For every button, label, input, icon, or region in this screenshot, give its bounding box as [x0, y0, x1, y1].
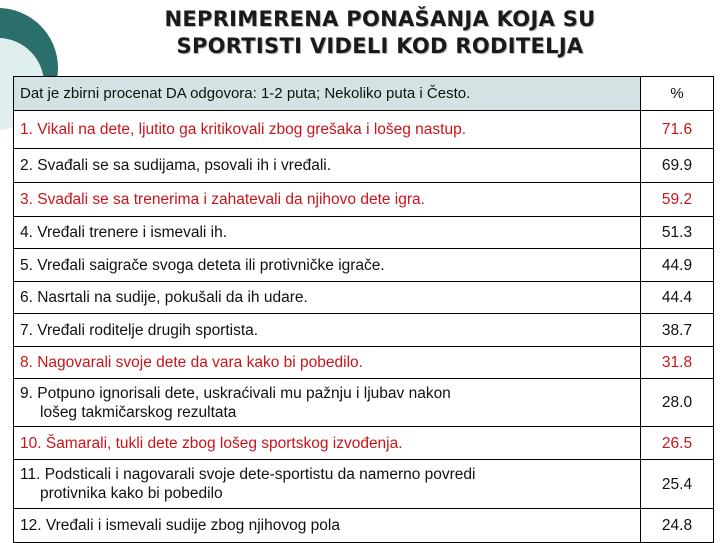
row-label: [14, 427, 641, 460]
row-label-line: 6. Nasrtali na sudije, pokušali da ih udare.: [20, 289, 308, 306]
row-label-line: 1. Vikali na dete, ljutito ga kritikovali zbog grešaka i lošeg nastup.: [20, 121, 467, 138]
row-label: [14, 111, 641, 149]
table-row: [14, 282, 714, 314]
row-label-line: 2. Svađali se sa sudijama, psovali ih i vređali.: [20, 157, 332, 174]
row-percent-value: 38.7: [641, 314, 714, 347]
row-label-line: 10. Šamarali, tukli dete zbog lošeg sportskog izvođenja.: [20, 434, 403, 452]
row-label-line: 9. Potpuno ignorisali dete, uskraćivali mu pažnju i ljubav nakon: [20, 384, 451, 402]
row-percent-value: 25.4: [641, 460, 714, 509]
row-label-line: 4. Vređali trenere i ismevali ih.: [20, 224, 228, 241]
row-label: [14, 347, 641, 379]
table-row: [14, 249, 714, 282]
row-label-line: 7. Vređali roditelje drugih sportista.: [20, 321, 259, 339]
row-label-continuation: protivnika kako bi pobedilo: [40, 485, 223, 502]
table-row: [14, 509, 714, 543]
row-label: [14, 460, 641, 509]
row-label-line: 5. Vređali saigrače svoga deteta ili protivničke igrače.: [20, 256, 385, 274]
row-label: [14, 314, 641, 347]
row-percent-value: 69.9: [641, 149, 714, 183]
table-row: [14, 111, 714, 149]
row-label: [14, 249, 641, 282]
row-percent-value: 44.9: [641, 249, 714, 282]
header-description: Dat je zbirni procenat DA odgovora: 1-2 puta; Nekoliko puta i Često.: [14, 77, 641, 111]
row-label-line: 11. Podsticali i nagovarali svoje dete-sportistu da namerno povredi: [20, 466, 476, 483]
row-percent-value: 26.5: [641, 427, 714, 460]
row-label-continuation: lošeg takmičarskog rezultata: [40, 403, 237, 421]
table-row: [14, 149, 714, 183]
row-label: [14, 282, 641, 314]
title-line-1: NEPRIMERENA PONAŠANJA KOJA SU: [164, 7, 596, 31]
row-percent-value: 31.8: [641, 347, 714, 379]
table-header-row: [14, 77, 714, 111]
row-percent-value: 44.4: [641, 282, 714, 314]
row-label: [14, 379, 641, 427]
row-label: [14, 217, 641, 249]
table-row: [14, 217, 714, 249]
row-label: [14, 149, 641, 183]
title-line-2: SPORTISTI VIDELI KOD RODITELJA: [176, 34, 584, 58]
results-table: [13, 76, 714, 543]
page-title: [60, 6, 700, 60]
table-row: [14, 183, 714, 217]
table-row: [14, 314, 714, 347]
row-percent-value: 24.8: [641, 509, 714, 543]
row-label-line: 8. Nagovarali svoje dete da vara kako bi pobedilo.: [20, 354, 363, 371]
row-label: [14, 509, 641, 543]
row-label-line: 12. Vređali i ismevali sudije zbog njihovog pola: [20, 517, 340, 534]
row-percent-value: 51.3: [641, 217, 714, 249]
table-row: [14, 347, 714, 379]
header-percent: %: [641, 77, 714, 111]
table-row: [14, 460, 714, 509]
row-label: [14, 183, 641, 217]
table-row: [14, 427, 714, 460]
row-label-line: 3. Svađali se sa trenerima i zahatevali da njihovo dete igra.: [20, 191, 425, 208]
table-row: [14, 379, 714, 427]
row-percent-value: 71.6: [641, 111, 714, 149]
row-percent-value: 28.0: [641, 379, 714, 427]
row-percent-value: 59.2: [641, 183, 714, 217]
